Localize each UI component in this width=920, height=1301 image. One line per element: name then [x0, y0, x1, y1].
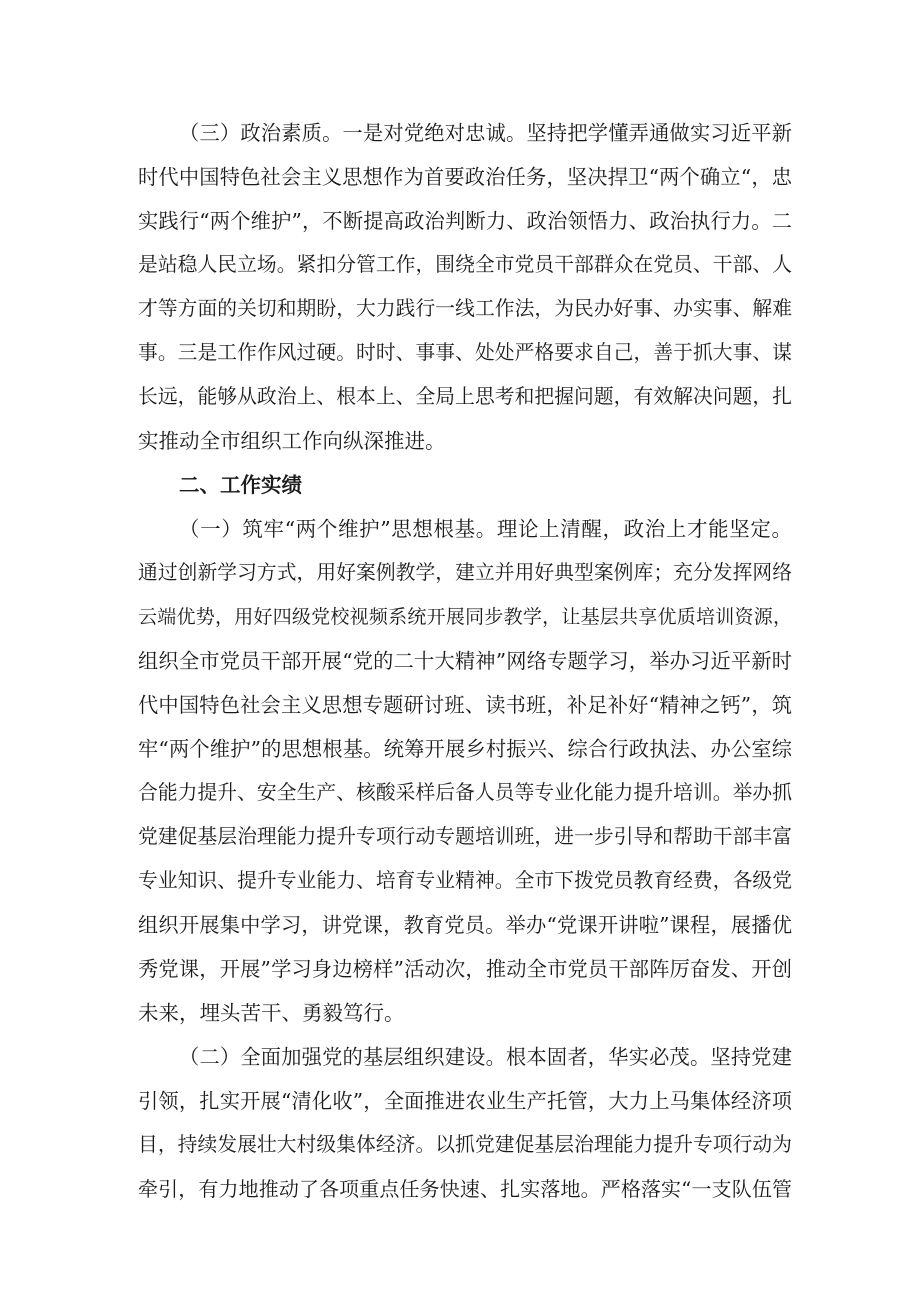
subsection-one-line-7: 合能力提升、安全生产、核酸采样后备人员等专业化能力提升培训。举办抓 [138, 781, 792, 804]
subsection-two-line-3: 目，持续发展壮大村级集体经济。以抓党建促基层治理能力提升专项行动为 [138, 1133, 792, 1156]
section-three-line-2: 时代中国特色社会主义思想作为首要政治任务，坚决捍卫“两个确立“，忠 [138, 165, 792, 189]
subsection-one-line-12: 未来，埋头苦干、勇毅笃行。 [138, 1001, 405, 1025]
section-three-line-6: 事。三是工作作风过硬。时时、事事、处处严格要求自己，善于抓大事、谋 [138, 341, 792, 364]
section-three-line-3: 实践行“两个维护”，不断提高政治判断力、政治领悟力、政治执行力。二 [138, 209, 792, 233]
subsection-one-line-6: 牢“两个维护”的思想根基。统筹开展乡村振兴、综合行政执法、办公室综 [138, 737, 792, 761]
subsection-one-line-10: 组织开展集中学习，讲党课，教育党员。举办“党课开讲啦”课程，展播优 [138, 913, 792, 937]
section-three-line-8: 实推动全市组织工作向纵深推进。 [138, 429, 446, 453]
subsection-two-line-4: 牵引，有力地推动了各项重点任务快速、扎实落地。严格落实“一支队伍管 [138, 1177, 792, 1201]
section-heading-work-achievements: 二、工作实绩 [179, 473, 302, 497]
subsection-one-line-11: 秀党课，开展”学习身边榜样”活动次，推动全市党员干部阵厉奋发、开创 [138, 957, 792, 981]
subsection-two-line-2: 引领，扎实开展“清化收”，全面推进农业生产托管，大力上马集体经济项 [138, 1089, 792, 1113]
section-three-line-7: 长远，能够从政治上、根本上、全局上思考和把握问题，有效解决问题，扎 [138, 385, 792, 408]
subsection-one-line-1: （一）筑牢“两个维护”思想根基。理论上清醒，政治上才能坚定。 [179, 517, 792, 541]
section-three-line-1: （三）政治素质。一是对党绝对忠诚。坚持把学懂弄通做实习近平新 [179, 121, 792, 145]
subsection-one-line-8: 党建促基层治理能力提升专项行动专题培训班，进一步引导和帮助干部丰富 [138, 825, 792, 848]
subsection-one-line-3: 云端优势，用好四级党校视频系统开展同步教学，让基层共享优质培训资源， [138, 606, 792, 628]
subsection-one-line-5: 代中国特色社会主义思想专题研讨班、读书班，补足补好“精神之钙”，筑 [138, 693, 792, 717]
section-three-line-4: 是站稳人民立场。紧扣分管工作，围绕全市党员干部群众在党员、干部、人 [138, 253, 792, 276]
subsection-one-line-9: 专业知识、提升专业能力、培育专业精神。全市下拨党员教育经费，各级党 [138, 869, 792, 892]
subsection-one-line-2: 通过创新学习方式，用好案例教学，建立并用好典型案例库；充分发挥网络 [138, 561, 792, 584]
subsection-two-line-1: （二）全面加强党的基层组织建设。根本固者，华实必茂。坚持党建 [179, 1045, 792, 1069]
section-three-line-5: 才等方面的关切和期盼，大力践行一线工作法，为民办好事、办实事、解难 [138, 297, 792, 320]
subsection-one-line-4: 组织全市党员干部开展“党的二十大精神”网络专题学习，举办习近平新时 [138, 649, 792, 673]
